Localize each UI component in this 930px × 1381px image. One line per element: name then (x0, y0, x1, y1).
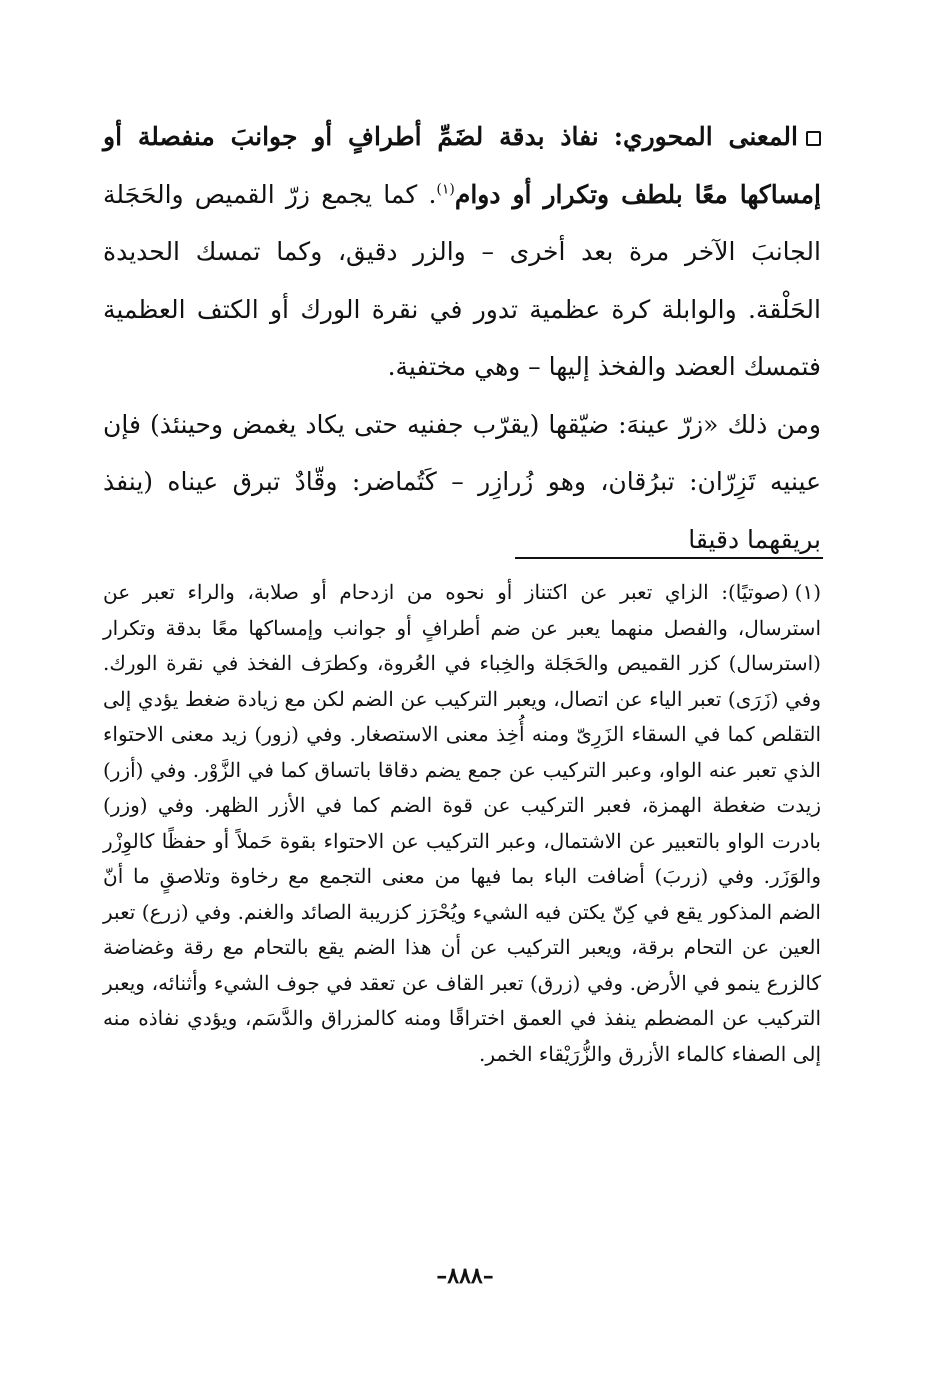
footnote-divider (515, 557, 823, 559)
core-meaning-label: المعنى المحوري: (613, 122, 798, 151)
footnote-marker: (١) (794, 580, 821, 604)
paragraph-2: ومن ذلك «زرّ عينهَ: ضيّقها (يقرّب جفنيه حتى يكاد يغمض وحينئذ) فإن عينيه تَزِرّان: تبرُقان، وهو زُرازِر – كَتُماضر: وقّادٌ تبرق عيناه (ينفذ بريقهما دقيقا (103, 409, 821, 554)
page-number: –٨٨٨– (436, 1263, 494, 1289)
main-text (103, 108, 821, 568)
paragraph-core-meaning (103, 108, 821, 396)
footnote-text: (صوتيًا): الزاي تعبر عن اكتناز أو نحوه من ازدحام أو صلابة، والراء تعبر عن استرسال، والفصل منهما يعبر عن ضم أطرافٍ أو جوانب وإمساكها معًا بدقة وتكرار (استرسال) كزر القميص والحَجَلة والخِباء في العُروة، وكطرَف الفخذ في نقرة الورك. وفي (زَرَى) تعبر الياء عن اتصال، ويعبر التركيب عن الضم لكن مع زيادة ضغط يؤدي إلى التقلص كما في السقاء الزَرِىّ ومنه أُخِذ معنى الاستصغار. وفي (زور) زيد معنى الاحتواء الذي تعبر عنه الواو، وعبر التركيب عن جمع يضم دقاقا باتساق كما في الزَّوْر. وفي (أزر) زيدت ضغطة الهمزة، فعبر التركيب عن قوة الضم كما في الأزر الظهر. وفي (وزر) بادرت الواو بالتعبير عن الاشتمال، وعبر التركيب عن الاحتواء بقوة حَملاً أو حفظًا كالوِزْر والوَزَر. وفي (زربَ) أضافت الباء بما فيها من معنى التجمع مع رخاوة وتلاصقٍ ما أنّ الضم المذكور يقع في كِنّ يكتن فيه الشيء ويُحْرَز كزريبة الصائد والغنم. وفي (زرع) تعبر العين عن التحام برقة، ويعبر التركيب عن أن هذا الضم يقع بالتحام مع رقة وغضاضة كالزرع ينمو في الأرض. وفي (زرق) تعبر القاف عن تعقد في جوف الشيء وأثنائه، ويعبر التركيب عن المضطم ينفذ في العمق اختراقًا ومنه كالمزراق والدَّسَم، ويؤدي نفاذه منه إلى الصفاء كالماء الأزرق والزُّرَيْقاء الخمر. (103, 580, 821, 1066)
footnote (103, 575, 821, 1072)
footnote-reference: (١) (436, 181, 455, 198)
checkbox-square-icon (806, 131, 821, 146)
core-meaning-text: نفاذ بدقة لضَمِّ أطرافٍ أو جوانبَ منفصلة أو إمساكها معًا بلطف وتكرار أو دوام (103, 122, 821, 209)
paragraph-1-body: . كما يجمع زرّ القميص والحَجَلة الجانبَ الآخر مرة بعد أخرى – والزر دقيق، وكما تمسك الحديدة الحَلْقة. والوابلة كرة عظمية تدور في نقرة الورك أو الكتف العظمية فتمسك العضد والفخذ إليها – وهي مختفية. (103, 179, 821, 381)
